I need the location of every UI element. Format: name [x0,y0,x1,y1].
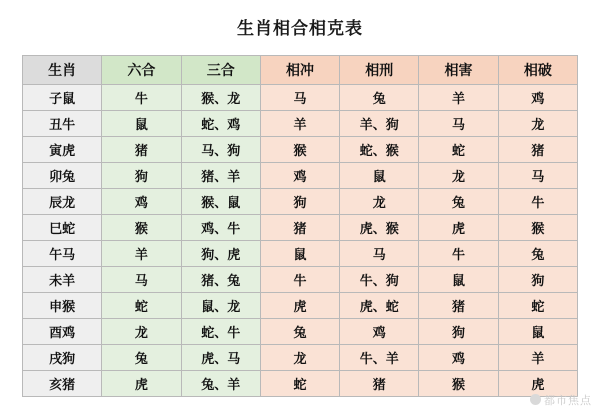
cell-sanhe: 狗、虎 [181,241,260,267]
column-header-xiangchong: 相冲 [260,56,339,85]
cell-xiangxing: 鸡 [340,319,419,345]
table-row [23,345,578,371]
table-row [23,163,578,189]
table-row [23,267,578,293]
column-header-xiangpo: 相破 [498,56,577,85]
cell-sanhe: 鼠、龙 [181,293,260,319]
cell-zodiac: 寅虎 [23,137,102,163]
table-row [23,111,578,137]
cell-xiangchong: 蛇 [260,371,339,397]
cell-xiangxing: 羊、狗 [340,111,419,137]
cell-xiangpo: 鸡 [498,85,577,111]
cell-zodiac: 子鼠 [23,85,102,111]
cell-xiangpo: 狗 [498,267,577,293]
table-row [23,241,578,267]
table-row [23,215,578,241]
cell-liuhe: 马 [102,267,181,293]
cell-zodiac: 未羊 [23,267,102,293]
cell-zodiac: 申猴 [23,293,102,319]
cell-xianghai: 马 [419,111,498,137]
cell-liuhe: 兔 [102,345,181,371]
page-title: 生肖相合相克表 [237,19,363,39]
cell-xiangchong: 龙 [260,345,339,371]
table-row [23,85,578,111]
cell-xiangxing: 虎、蛇 [340,293,419,319]
cell-xiangchong: 牛 [260,267,339,293]
table-body [23,85,578,397]
cell-sanhe: 蛇、鸡 [181,111,260,137]
cell-zodiac: 午马 [23,241,102,267]
zodiac-compatibility-table [22,55,578,397]
cell-xiangxing: 猪 [340,371,419,397]
cell-sanhe: 蛇、牛 [181,319,260,345]
cell-xiangxing: 牛、狗 [340,267,419,293]
cell-zodiac: 亥猪 [23,371,102,397]
table-header-row [23,56,578,85]
zodiac-table-container [22,55,578,397]
cell-xiangxing: 马 [340,241,419,267]
cell-zodiac: 卯兔 [23,163,102,189]
cell-xiangpo: 猪 [498,137,577,163]
cell-xiangpo: 马 [498,163,577,189]
cell-sanhe: 猴、龙 [181,85,260,111]
cell-sanhe: 猪、羊 [181,163,260,189]
cell-xiangxing: 鼠 [340,163,419,189]
watermark [530,392,592,408]
cell-xianghai: 猪 [419,293,498,319]
cell-xiangpo: 羊 [498,345,577,371]
cell-xiangxing: 兔 [340,85,419,111]
cell-xianghai: 狗 [419,319,498,345]
cell-xiangchong: 兔 [260,319,339,345]
cell-liuhe: 狗 [102,163,181,189]
cell-zodiac: 戌狗 [23,345,102,371]
cell-liuhe: 鼠 [102,111,181,137]
table-row [23,371,578,397]
cell-xiangpo: 牛 [498,189,577,215]
cell-xianghai: 牛 [419,241,498,267]
cell-xiangchong: 猪 [260,215,339,241]
cell-zodiac: 巳蛇 [23,215,102,241]
cell-xiangchong: 鼠 [260,241,339,267]
cell-xiangpo: 龙 [498,111,577,137]
cell-zodiac: 酉鸡 [23,319,102,345]
cell-xianghai: 兔 [419,189,498,215]
cell-liuhe: 龙 [102,319,181,345]
cell-xianghai: 羊 [419,85,498,111]
cell-xianghai: 虎 [419,215,498,241]
cell-sanhe: 兔、羊 [181,371,260,397]
table-row [23,137,578,163]
cell-sanhe: 猴、鼠 [181,189,260,215]
cell-liuhe: 蛇 [102,293,181,319]
cell-liuhe: 虎 [102,371,181,397]
cell-xianghai: 蛇 [419,137,498,163]
column-header-zodiac: 生肖 [23,56,102,85]
table-header [23,56,578,85]
column-header-xiangxing: 相刑 [340,56,419,85]
table-row [23,189,578,215]
table-row [23,293,578,319]
cell-xianghai: 龙 [419,163,498,189]
cell-sanhe: 猪、兔 [181,267,260,293]
cell-xianghai: 鸡 [419,345,498,371]
table-row [23,319,578,345]
cell-xianghai: 猴 [419,371,498,397]
cell-xiangxing: 牛、羊 [340,345,419,371]
cell-liuhe: 鸡 [102,189,181,215]
cell-xiangchong: 羊 [260,111,339,137]
cell-xiangpo: 猴 [498,215,577,241]
cell-zodiac: 丑牛 [23,111,102,137]
cell-xianghai: 鼠 [419,267,498,293]
cell-xiangxing: 龙 [340,189,419,215]
cell-liuhe: 牛 [102,85,181,111]
column-header-liuhe: 六合 [102,56,181,85]
cell-xiangchong: 马 [260,85,339,111]
cell-sanhe: 虎、马 [181,345,260,371]
cell-xiangchong: 猴 [260,137,339,163]
cell-xiangchong: 鸡 [260,163,339,189]
column-header-sanhe: 三合 [181,56,260,85]
cell-zodiac: 辰龙 [23,189,102,215]
cell-sanhe: 马、狗 [181,137,260,163]
cell-xiangpo: 虎 [498,371,577,397]
cell-xiangchong: 虎 [260,293,339,319]
cell-xiangpo: 兔 [498,241,577,267]
cell-xiangpo: 鼠 [498,319,577,345]
cell-liuhe: 羊 [102,241,181,267]
circle-logo-icon [530,394,541,405]
watermark-text: 都市焦点 [544,394,592,407]
cell-xiangxing: 虎、猴 [340,215,419,241]
cell-xiangpo: 蛇 [498,293,577,319]
cell-liuhe: 猴 [102,215,181,241]
cell-xiangxing: 蛇、猴 [340,137,419,163]
cell-liuhe: 猪 [102,137,181,163]
column-header-xianghai: 相害 [419,56,498,85]
cell-sanhe: 鸡、牛 [181,215,260,241]
cell-xiangchong: 狗 [260,189,339,215]
